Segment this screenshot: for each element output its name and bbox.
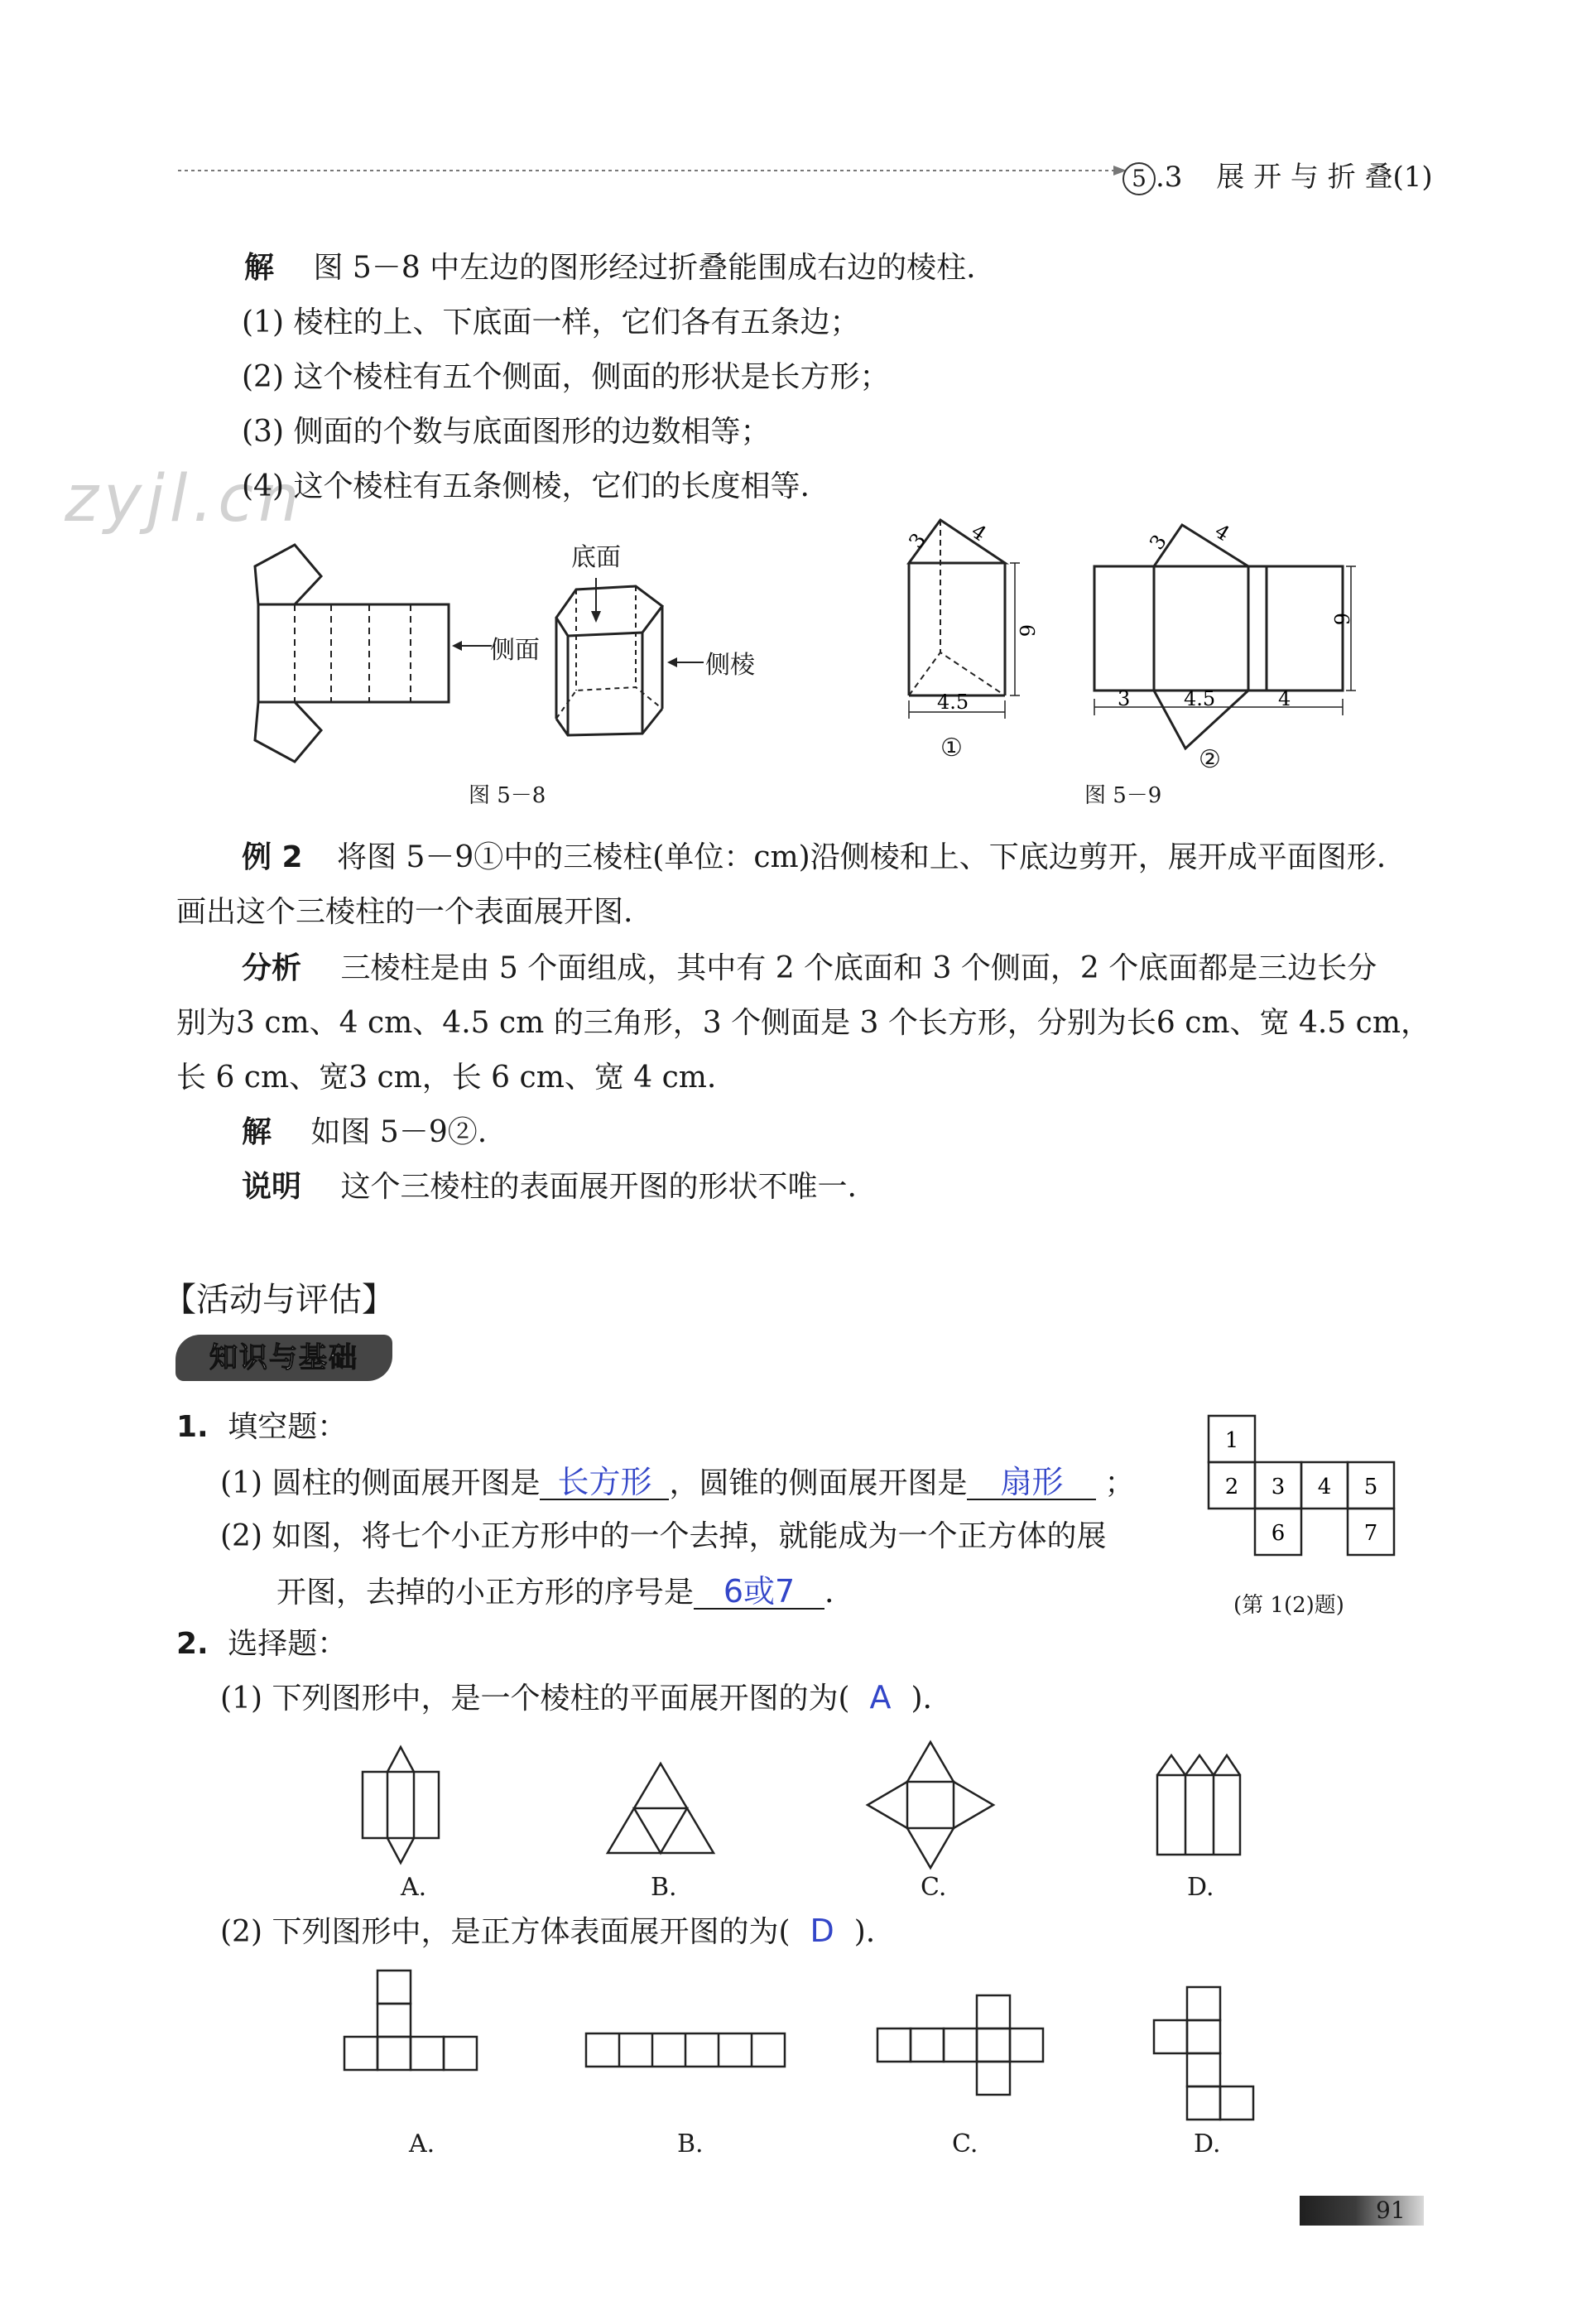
example2-solution: 解 如图 5－9②. [242,1115,488,1149]
q1-grid-cell-6: 6 [1271,1521,1286,1546]
q1-figure-caption: (第 1(2)题) [1233,1593,1344,1618]
q2-sub2: (2) 下列图形中，是正方体表面展开图的为( D ). [220,1913,876,1949]
fig59-prism-length-3: 3 [904,528,930,553]
fig59-net-bottom-4: 4 [1278,687,1291,710]
fig59-net-top-3: 3 [1145,530,1171,555]
q1-grid-cell-5: 5 [1363,1475,1378,1499]
q1-grid-cell-1: 1 [1224,1428,1239,1453]
activity-badge: 知识与基础 [175,1335,392,1381]
fig59-prism-diagram [894,513,1043,729]
q2-sub2-answer: D [810,1913,834,1949]
q2-title: 2. 选择题： [176,1627,348,1661]
solution1-point-2: (2) 这个棱柱有五个侧面，侧面的形状是长方形； [242,360,890,394]
q2-sub1-option-a-figure [356,1744,447,1868]
fig59-label-1: ① [940,734,963,763]
fig59-prism-length-4-5: 4.5 [937,691,969,714]
solution1-point-4: (4) 这个棱柱有五条侧棱，它们的长度相等. [242,469,810,503]
q1-grid-cell-3: 3 [1271,1475,1286,1499]
q2-sub2-option-b-figure [584,2030,786,2072]
solution1-point-3: (3) 侧面的个数与底面图形的边数相等； [242,415,771,449]
fig59-label-2: ② [1199,745,1221,774]
example2-analysis-label: 分析 [242,951,302,985]
solution1-point-1: (1) 棱柱的上、下底面一样，它们各有五条边； [242,306,860,339]
q1-grid-cell-2: 2 [1224,1475,1239,1499]
q2-number: 2. [176,1627,209,1661]
q1-sub1: (1) 圆柱的侧面展开图是 长方形 ，圆锥的侧面展开图是 扇形 ； [220,1464,1135,1500]
q1-sub2-answer: 6或7 [723,1573,796,1610]
page-number: 91 [1376,2197,1406,2224]
fig59-net-bottom-4-5: 4.5 [1184,687,1216,710]
q2-sub2-option-b[interactable]: B. [677,2130,704,2158]
q2-sub1: (1) 下列图形中，是一个棱柱的平面展开图的为( A ). [220,1679,932,1716]
q1-cube-net-grid [1207,1414,1397,1563]
q2-sub2-option-c-figure [876,1992,1046,2100]
q2-sub1-option-c[interactable]: C. [921,1873,947,1902]
q2-sub2-option-d-figure [1152,1984,1257,2125]
q1-grid-cell-4: 4 [1317,1475,1332,1499]
fig59-prism-length-4: 4 [967,519,991,546]
example2-line1: 例 2 将图 5－9①中的三棱柱(单位：cm)沿侧棱和上、下底边剪开，展开成平面图形. [242,840,1387,874]
solution1-intro: 解 图 5－8 中左边的图形经过折叠能围成右边的棱柱. [244,251,976,285]
q2-sub1-answer: A [869,1679,892,1716]
fig59-caption: 图 5－9 [1084,783,1162,808]
fig59-net-bottom-3: 3 [1118,687,1131,710]
fig59-net-diagram [1084,512,1358,752]
example2-analysis-line1: 分析 三棱柱是由 5 个面组成，其中有 2 个底面和 3 个侧面，2 个底面都是三边长分 [242,951,1377,985]
q1-grid-cell-7: 7 [1363,1521,1378,1546]
header-rule [178,162,1130,179]
fig58-bottom-label: 底面 [571,543,621,572]
q1-sub1-answer2: 扇形 [1000,1464,1064,1500]
q1-number: 1. [176,1410,209,1444]
q1-sub1-blank2[interactable] [967,1462,1096,1500]
q2-sub1-option-b[interactable]: B. [651,1873,677,1902]
fig58-net-diagram [248,538,472,770]
q1-title: 1. 填空题： [176,1410,348,1444]
watermark: zyjl.cn [65,462,305,537]
q2-sub2-option-a[interactable]: A. [409,2130,435,2158]
fig58-side-edge-label: 侧棱 [705,651,755,680]
q1-sub1-blank1[interactable] [540,1462,669,1500]
section-number-circle: 5 [1122,162,1156,195]
activity-heading: 【活动与评估】 [163,1281,395,1319]
example2-analysis-line2: 别为3 cm、4 cm、4.5 cm 的三角形，3 个侧面是 3 个长方形，分别为长6 cm、宽 4.5 cm， [176,1006,1430,1040]
fig58-edge-arrow [666,654,707,671]
q1-sub2-line2: 开图，去掉的小正方形的序号是 6或7 . [276,1573,834,1610]
section-header [1122,154,1433,195]
example2-solution-label: 解 [242,1115,272,1149]
q2-sub1-option-d[interactable]: D. [1187,1873,1214,1902]
q2-sub1-option-a[interactable]: A. [401,1873,427,1902]
section-number-rest: .3 [1156,161,1183,194]
example2-line2: 画出这个三棱柱的一个表面展开图. [176,895,633,929]
example2-analysis-line3: 长 6 cm、宽3 cm，长 6 cm、宽 4 cm. [176,1061,717,1095]
q1-sub2-blank[interactable] [694,1571,824,1610]
fig59-net-top-4: 4 [1210,519,1234,546]
section-title: 展 开 与 折 叠(1) [1216,161,1433,194]
fig59-prism-length-6: 6 [1015,624,1038,638]
fig59-net-6: 6 [1329,613,1353,626]
q2-sub1-option-d-figure [1154,1752,1245,1860]
q2-sub2-option-a-figure [343,1967,480,2121]
q1-sub2-line1: (2) 如图，将七个小正方形中的一个去掉，就能成为一个正方体的展 [220,1519,1107,1553]
q2-sub2-option-d[interactable]: D. [1194,2130,1221,2158]
example2-note: 说明 这个三棱柱的表面展开图的形状不唯一. [242,1170,857,1204]
q2-sub1-option-b-figure [604,1760,717,1858]
fig58-side-face-label: 侧面 [490,636,540,665]
q2-sub1-option-c-figure [864,1739,997,1871]
q2-sub2-option-c[interactable]: C. [952,2130,978,2158]
example2-label: 例 2 [242,840,303,874]
solution1-label: 解 [244,251,275,285]
fig58-caption: 图 5－8 [469,783,546,808]
q1-sub1-answer1: 长方形 [557,1464,652,1500]
example2-note-label: 说明 [242,1170,302,1204]
